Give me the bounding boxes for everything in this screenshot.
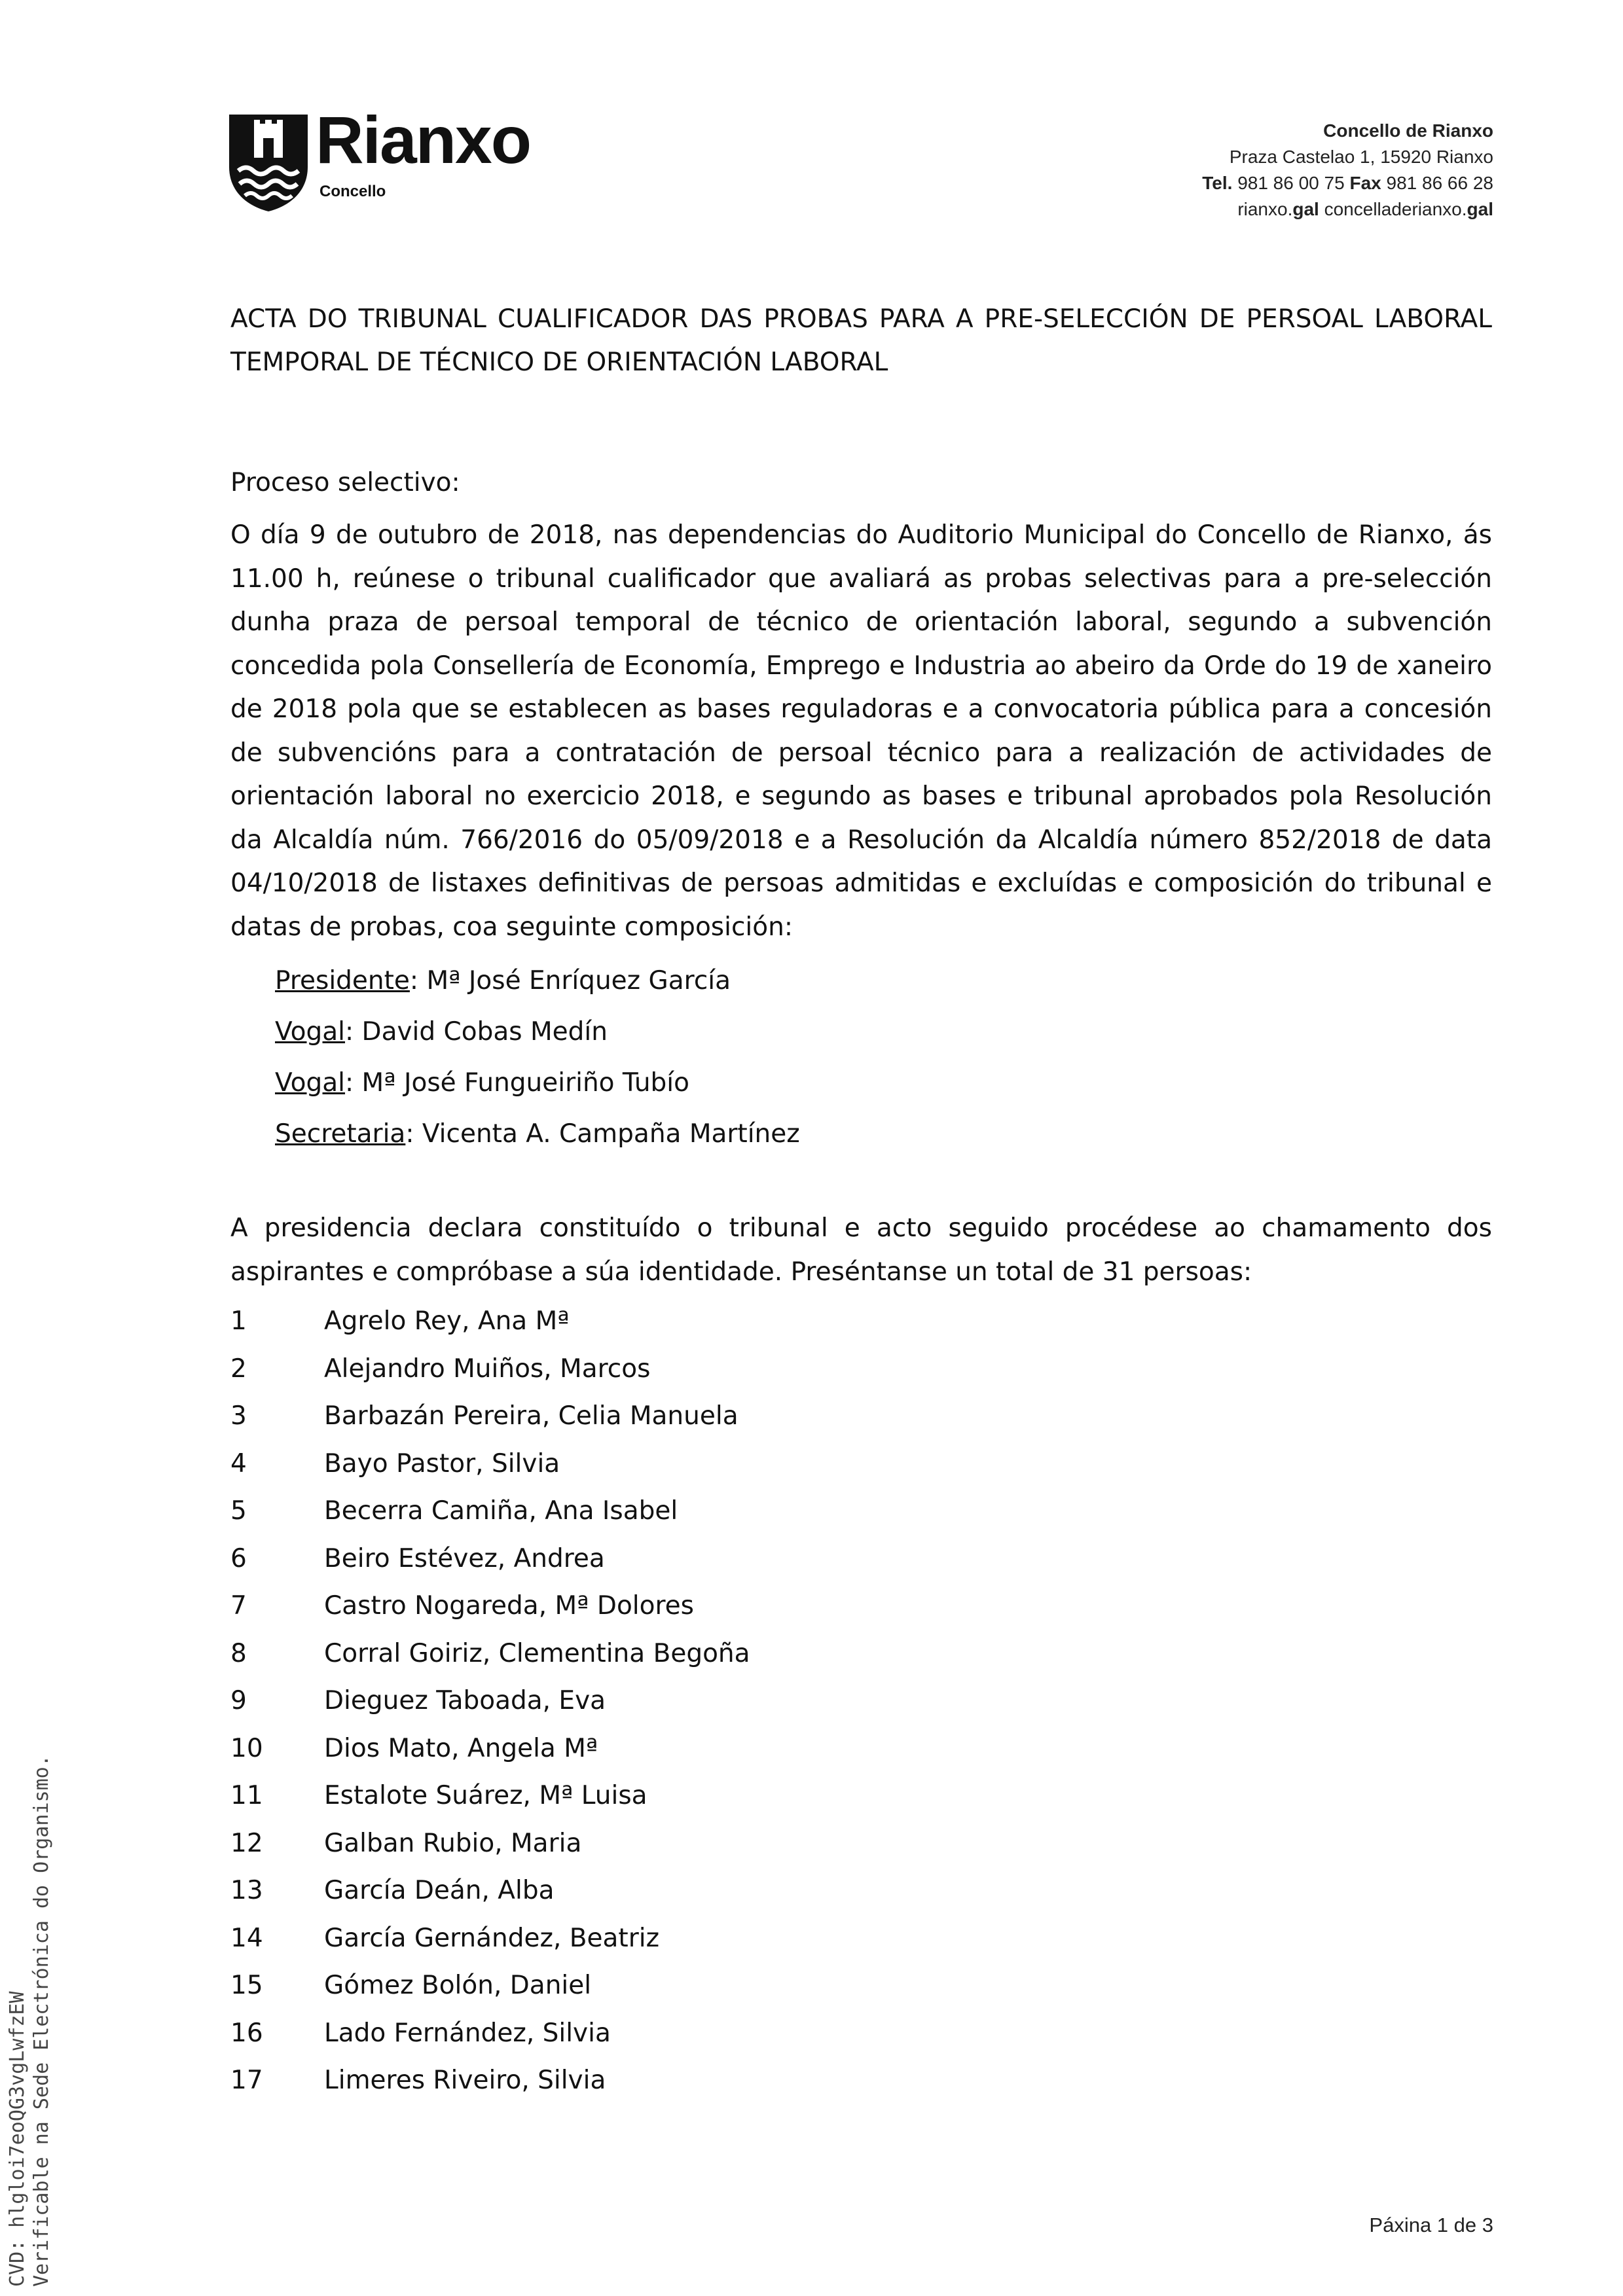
list-item: 5 Becerra Camiña, Ana Isabel — [230, 1496, 678, 1526]
org-name: Concello de Rianxo — [1323, 120, 1493, 141]
tel-number: 981 86 00 75 — [1237, 173, 1345, 193]
list-item: 17 Limeres Riveiro, Silvia — [230, 2066, 606, 2095]
list-item: 2 Alejandro Muiños, Marcos — [230, 1354, 651, 1384]
list-item: 1 Agrelo Rey, Ana Mª — [230, 1306, 570, 1336]
phone-line — [1202, 170, 1493, 196]
tribunal-member: Vogal: Mª José Fungueiriño Tubío — [275, 1068, 690, 1098]
concello-logo — [229, 103, 570, 213]
address: Praza Castelao 1, 15920 Rianxo — [1229, 147, 1493, 167]
list-item: 14 García Gernández, Beatriz — [230, 1923, 660, 1953]
tribunal-member: Presidente: Mª José Enríquez García — [275, 966, 731, 996]
list-item: 9 Dieguez Taboada, Eva — [230, 1686, 606, 1715]
tel-label: Tel. — [1202, 173, 1233, 193]
tribunal-member: Secretaria: Vicenta A. Campaña Martínez — [275, 1119, 800, 1149]
list-item: 12 Galban Rubio, Maria — [230, 1828, 582, 1858]
web-link-2[interactable]: concelladerianxo.gal — [1324, 199, 1493, 219]
web-line — [1202, 196, 1493, 223]
logo-subtitle: Concello — [319, 183, 386, 200]
list-item: 4 Bayo Pastor, Silvia — [230, 1448, 560, 1479]
cvd-code: CVD: hlgloi7eoQG3vgLwfzEW — [6, 1991, 29, 2287]
tribunal-list — [275, 956, 1492, 1160]
list-item: 11 Estalote Suárez, Mª Luisa — [230, 1781, 647, 1810]
verification-stamp — [0, 1755, 54, 2296]
fax-label: Fax — [1349, 173, 1381, 193]
page-number: Páxina 1 de 3 — [1369, 2214, 1493, 2236]
document-body — [230, 298, 1492, 2105]
contact-block — [1202, 118, 1493, 223]
verify-note: Verificable na Sede Electrónica do Organismo. — [30, 1755, 53, 2287]
logo-wordmark: Rianxo — [316, 103, 531, 177]
web-link-1[interactable]: rianxo.gal — [1237, 199, 1319, 219]
list-item: 7 Castro Nogareda, Mª Dolores — [230, 1591, 694, 1621]
list-item: 8 Corral Goiriz, Clementina Begoña — [230, 1638, 750, 1668]
applicant-list — [230, 1298, 1492, 2105]
list-item: 15 Gómez Bolón, Daniel — [230, 1971, 592, 2000]
tribunal-member: Vogal: David Cobas Medín — [275, 1017, 608, 1047]
list-item: 10 Dios Mato, Angela Mª — [230, 1733, 598, 1763]
list-item: 6 Beiro Estévez, Andrea — [230, 1543, 605, 1573]
list-item: 16 Lado Fernández, Silvia — [230, 2018, 611, 2048]
presidency-paragraph: A presidencia declara constituído o tribunal e acto seguido procédese ao chamamento dos aspirantes e compróbase a súa identidade. Preséntanse un total de 31 persoas: — [230, 1213, 1492, 1287]
list-item: 13 García Deán, Alba — [230, 1876, 555, 1905]
intro-paragraph: O día 9 de outubro de 2018, nas dependencias do Auditorio Municipal do Concello de Rianxo, ás 11.00 h, reúnese o tribunal cualificador que avaliará as probas selectivas para a pre-selección dunha praza de persoal temporal de técnico de orientación laboral, segundo a subvención concedida pola Consellería de Economía, Emprego e Industria ao abeiro da Orde do 19 de xaneiro de 2018 pola que se establecen as bases reguladoras e a convocatoria pública para a concesión de subvencións para a contratación de persoal técnico para a realización de actividades de orientación laboral no exercicio 2018, e segundo as bases e tribunal aprobados pola Resolución da Alcaldía núm. 766/2016 do 05/09/2018 e a Resolución da Alcaldía número 852/2018 de data 04/10/2018 de listaxes definitivas de persoas admitidas e excluídas e composición do tribunal e datas de probas, coa seguinte composición: — [230, 520, 1492, 942]
shield-icon — [229, 115, 308, 211]
document-title: ACTA DO TRIBUNAL CUALIFICADOR DAS PROBAS PARA A PRE-SELECCIÓN DE PERSOAL LABORAL TEMPORAL DE TÉCNICO DE ORIENTACIÓN LABORAL — [230, 304, 1492, 377]
section-label: Proceso selectivo: — [230, 468, 460, 497]
list-item: 3 Barbazán Pereira, Celia Manuela — [230, 1401, 739, 1431]
fax-number: 981 86 66 28 — [1386, 173, 1493, 193]
